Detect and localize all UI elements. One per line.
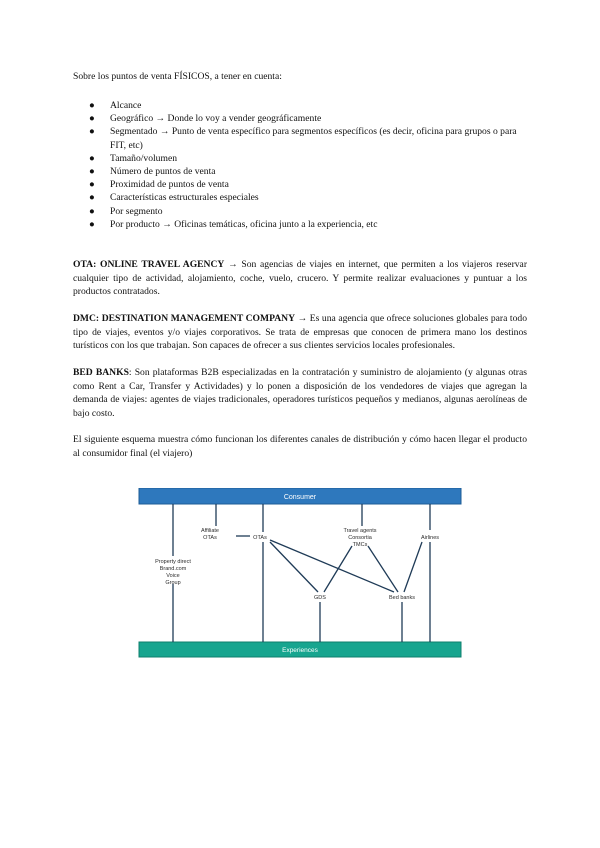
consumer-label: Consumer (283, 494, 317, 501)
node-voice: Voice (166, 573, 180, 579)
node-consortia: Consortia (348, 535, 372, 541)
bedbanks-paragraph (73, 366, 527, 420)
node-tmcs: TMCs (352, 542, 368, 548)
list-item: ● Número de puntos de venta (89, 166, 216, 178)
node-brand-com: Brand.com (159, 566, 187, 572)
node-airlines: Airlines (420, 535, 440, 541)
node-travel-agents: Travel agents (343, 528, 377, 534)
list-item: ● Segmentado → Punto de venta específico para segmentos específicos (es decir, oficina para grupos o para FIT, etc) (89, 126, 517, 151)
list-item: ● Por segmento (89, 205, 163, 217)
distribution-channels-diagram (138, 488, 462, 660)
bullet-icon: ● (89, 218, 95, 230)
node-gds: GDS (314, 595, 326, 601)
node-bed-banks: Bed banks (389, 595, 415, 601)
dmc-definition: → Es una agencia que ofrece soluciones globales para todo tipo de viajes, eventos y/o viajes corporativos. Se trata de empresas que conocen de primera mano los destinos turísticos con los que trabajan. Son capaces de ofrecer a sus clientes servicios locales profesionales. (73, 313, 527, 351)
bullet-icon: ● (89, 113, 95, 125)
node-otas: OTAs (253, 535, 267, 541)
ota-definition: → Son agencias de viajes en internet, que permiten a los viajeros reservar cualquier tipo de actividad, alojamiento, coche, vuelo, crucero. Y permite realizar evaluaciones y puntuar a los productos contratados. (73, 259, 528, 297)
dmc-paragraph (73, 312, 527, 353)
ota-term: OTA: ONLINE TRAVEL AGENCY (73, 259, 225, 270)
bullet-icon: ● (89, 152, 95, 164)
bullet-icon: ● (89, 192, 95, 204)
node-property-direct: Property direct (155, 559, 191, 565)
bullet-icon: ● (89, 179, 95, 191)
experiences-label: Experiences (282, 647, 318, 654)
intro-paragraph: Sobre los puntos de venta FÍSICOS, a tener en cuenta: (73, 71, 282, 82)
ota-paragraph (73, 258, 527, 299)
list-item: ● Geográfico → Donde lo voy a vender geográficamente (89, 113, 322, 125)
node-group: Group (165, 580, 181, 586)
bullet-icon: ● (89, 205, 95, 217)
dmc-term: DMC: DESTINATION MANAGEMENT COMPANY (73, 313, 295, 324)
list-item: ● Por producto → Oficinas temáticas, oficina junto a la experiencia, etc (89, 218, 378, 230)
closing-paragraph: El siguiente esquema muestra cómo funcionan los diferentes canales de distribución y cómo hacen llegar el producto al consumidor final (el viajero) (73, 434, 527, 459)
node-affiliate-otas: OTAs (203, 535, 217, 541)
list-item: ● Tamaño/volumen (89, 152, 178, 164)
connection-lines (173, 504, 430, 642)
bedbanks-definition: : Son plataformas B2B especializadas en la contratación y suministro de alojamiento (y algunas otras como Rent a Car, Transfer y Actividades) y lo ponen a disposición de los vendedores de viajes que agregan la demanda de viajes: agentes de viajes tradicionales, operadores turísticos pequeños y medianos, algunas aerolíneas de bajo costo. (73, 367, 527, 419)
bullet-icon: ● (89, 126, 95, 138)
bullet-icon: ● (89, 166, 95, 178)
list-item: ● Alcance (89, 100, 142, 111)
list-item: ● Proximidad de puntos de venta (89, 179, 229, 191)
factors-list (73, 99, 533, 231)
node-affiliate: Affiliate (201, 528, 219, 534)
bullet-icon: ● (89, 100, 95, 111)
bedbanks-term: BED BANKS (73, 367, 129, 378)
list-item: ● Características estructurales especiales (89, 192, 259, 204)
